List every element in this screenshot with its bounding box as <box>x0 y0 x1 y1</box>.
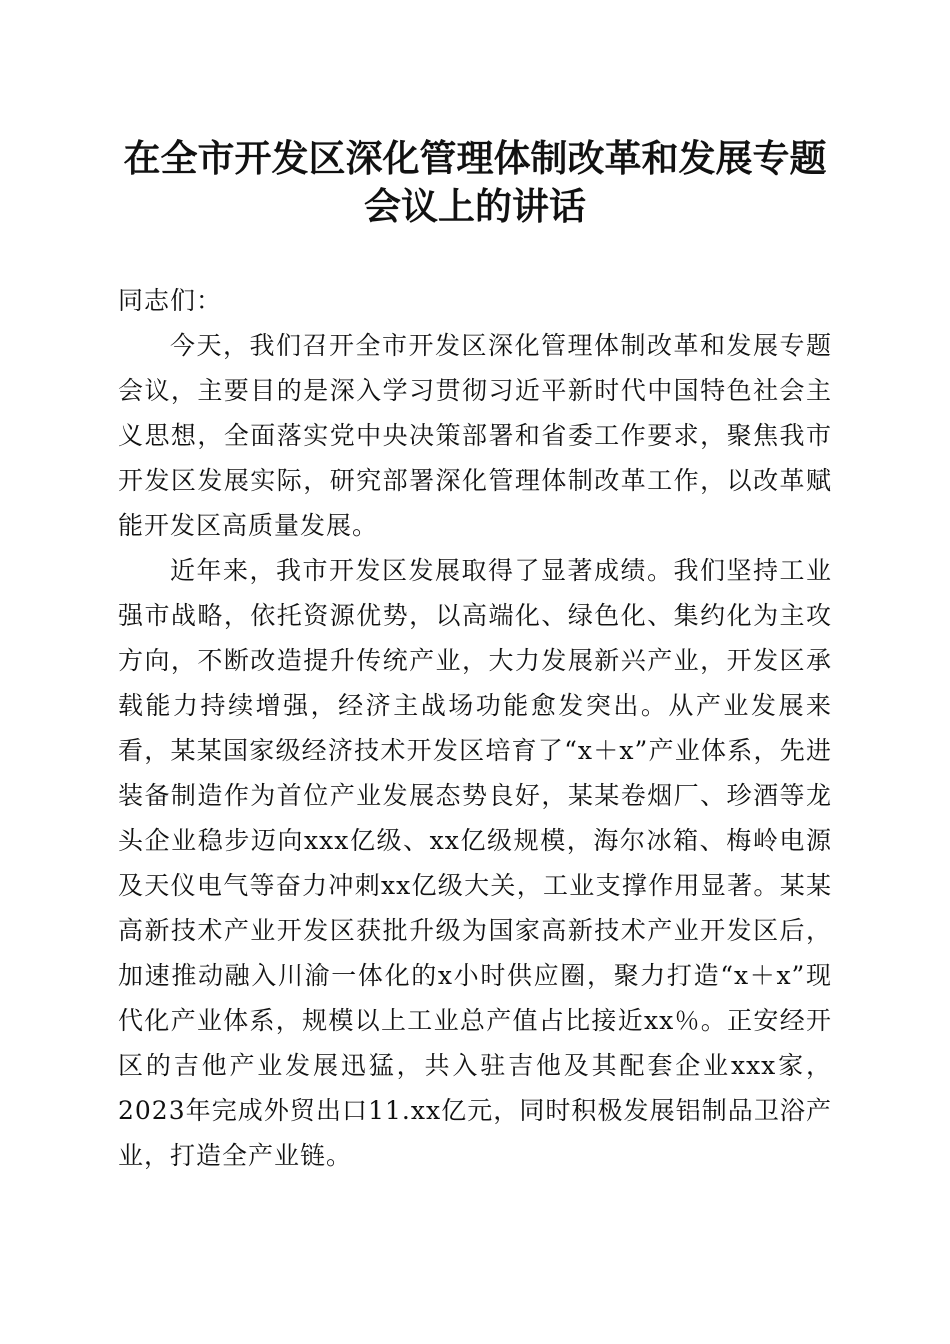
paragraph-achievements: 近年来，我市开发区发展取得了显著成绩。我们坚持工业强市战略，依托资源优势，以高端化、绿色化、集约化为主攻方向，不断改造提升传统产业，大力发展新兴产业，开发区承载能力持续增强，经济主战场功能愈发突出。从产业发展来看，某某国家级经济技术开发区培育了“x＋x”产业体系，先进装备制造作为首位产业发展态势良好，某某卷烟厂、珍酒等龙头企业稳步迈向xxx亿级、xx亿级规模，海尔冰箱、梅岭电源及天仪电气等奋力冲刺xx亿级大关，工业支撑作用显著。某某高新技术产业开发区获批升级为国家高新技术产业开发区后，加速推动融入川渝一体化的x小时供应圈，聚力打造“x＋x”现代化产业体系，规模以上工业总产值占比接近xx％。正安经开区的吉他产业发展迅猛，共入驻吉他及其配套企业xxx家，2023年完成外贸出口11.xx亿元，同时积极发展铝制品卫浴产业，打造全产业链。 <box>118 556 832 1170</box>
paragraph-intro: 今天，我们召开全市开发区深化管理体制改革和发展专题会议，主要目的是深入学习贯彻习近平新时代中国特色社会主义思想，全面落实党中央决策部署和省委工作要求，聚焦我市开发区发展实际，研究部署深化管理体制改革工作，以改革赋能开发区高质量发展。 <box>118 331 832 540</box>
document-title: 在全市开发区深化管理体制改革和发展专题会议上的讲话 <box>123 136 827 228</box>
salutation: 同志们： <box>118 286 223 315</box>
document-body <box>118 278 832 1178</box>
